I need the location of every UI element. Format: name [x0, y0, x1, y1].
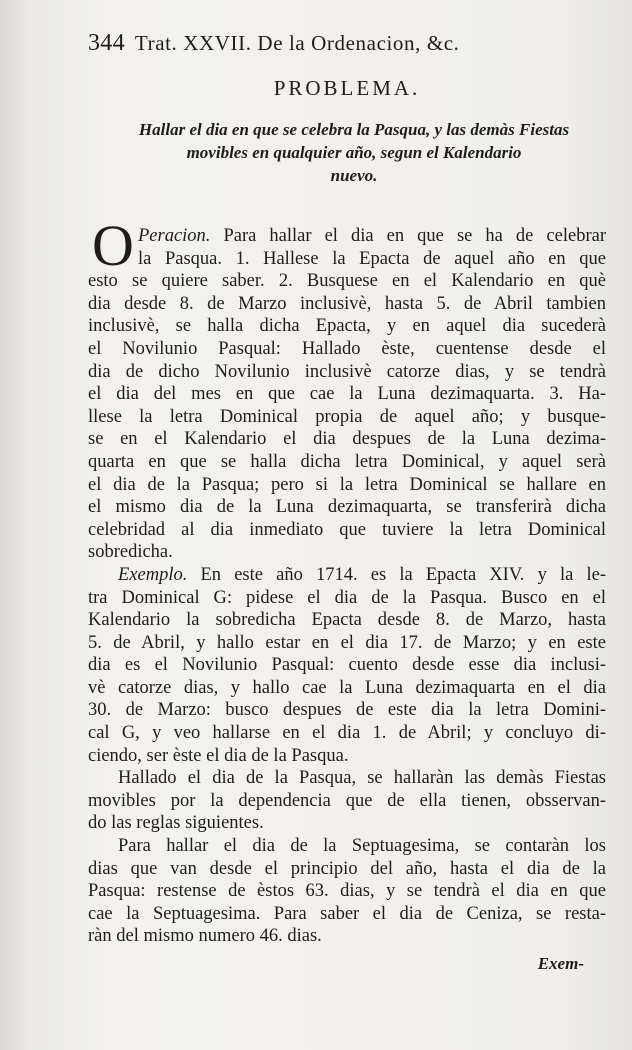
problem-statement-line: Hallar el dia en que se celebra la Pasqua, y las demàs Fiestas [138, 120, 570, 139]
section-title: PROBLEMA. [273, 76, 421, 100]
text-line: Hallado el dia de la Pasqua, se hallaràn las demàs Fiestas [118, 768, 606, 789]
text-line: el mismo dia de la Luna dezimaquarta, se transferirà dicha [88, 497, 606, 518]
paragraph-exemplo [88, 564, 606, 767]
paragraph-septuagesima [88, 835, 606, 948]
running-head [88, 30, 606, 64]
catchword: Exem- [537, 954, 584, 973]
text-line: Kalendario la sobredicha Epacta desde 8. de Marzo, hasta [88, 610, 606, 631]
paragraph-operacion [88, 213, 606, 564]
page-content [88, 30, 606, 974]
text-line: dia de dicho Novilunio inclusivè catorze dias, y se tendrà [88, 361, 606, 382]
text-line: ciendo, ser èste el dia de la Pasqua. [88, 745, 349, 766]
text-line: llese la letra Dominical propia de aquel año; y busque- [88, 406, 606, 427]
body-text [88, 213, 606, 948]
text-line: cae la Septuagesima. Para saber el dia de Ceniza, se resta- [88, 903, 606, 924]
text-line [88, 225, 606, 248]
text-line: esto se quiere saber. 2. Busquese en el Kalendario en què [88, 271, 606, 292]
drop-cap: O [92, 213, 134, 278]
text-line: la Pasqua. 1. Hallese la Epacta de aquel año en que [138, 248, 606, 269]
text-line: sobredicha. [88, 542, 173, 563]
running-head-title: Trat. XXVII. De la Ordenacion, &c. [134, 31, 460, 55]
text-line: el Novilunio Pasqual: Hallado èste, cuentense desde el [88, 338, 606, 359]
text-line: cal G, y veo hallarse en el dia 1. de Abril; y concluyo di- [88, 723, 606, 744]
text-line: tra Dominical G: pidese el dia de la Pasqua. Busco en el [88, 587, 606, 608]
text-line: dia es el Novilunio Pasqual: cuento desde esse dia inclusi- [88, 655, 606, 676]
text-line: ràn del mismo numero 46. dias. [88, 926, 322, 947]
text-line: Para hallar el dia de la Septuagesima, se contaràn los [118, 836, 606, 857]
text-line: se en el Kalendario el dia despues de la Luna dezima- [88, 429, 606, 450]
text-line: inclusivè, se halla dicha Epacta, y en aquel dia sucederà [88, 316, 606, 337]
text-line-rest: En este año 1714. es la Epacta XIV. y la le- [187, 564, 606, 585]
text-line: celebridad al dia inmediato que tuviere la letra Dominical [88, 519, 606, 540]
operacion-label: Peracion. [138, 226, 211, 246]
text-line: vè catorze dias, y hallo cae la Luna dezimaquarta en el dia [88, 677, 606, 698]
text-line: 5. de Abril, y hallo estar en el dia 17. de Marzo; y en este [88, 632, 606, 653]
text-line-rest: Para hallar el dia en que se ha de celebrar [210, 226, 606, 246]
text-line: movibles por la dependencia que de ella tienen, obsservan- [88, 790, 606, 811]
page-number: 344 [88, 30, 125, 56]
text-line: el dia del mes en que cae la Luna dezimaquarta. 3. Ha- [88, 384, 606, 405]
text-line: do las reglas siguientes. [88, 813, 264, 834]
problem-statement-line: nuevo. [330, 166, 378, 185]
text-line: 30. de Marzo: busco despues de este dia la letra Domini- [88, 700, 606, 721]
problem-statement-line: movibles en qualquier año, segun el Kalendario [186, 143, 522, 162]
text-line: dias que van desde el principio del año, hasta el dia de la [88, 858, 606, 879]
text-line: quarta en que se halla dicha letra Dominical, y aquel serà [88, 451, 606, 472]
problem-statement [88, 118, 606, 187]
text-line: dia desde 8. de Marzo inclusivè, hasta 5. de Abril tambien [88, 293, 606, 314]
text-line: el dia de la Pasqua; pero si la letra Dominical se hallare en [88, 474, 606, 495]
paragraph-hallado [88, 767, 606, 835]
text-line [88, 564, 606, 587]
exemplo-label: Exemplo. [118, 564, 188, 585]
text-line: Pasqua: restense de èstos 63. dias, y se tendrà el dia en que [88, 881, 606, 902]
